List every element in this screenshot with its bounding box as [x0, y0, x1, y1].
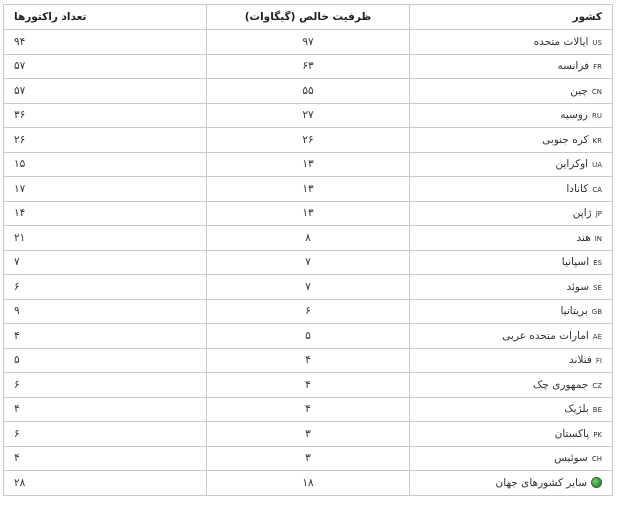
country-code: UA [592, 161, 602, 170]
reactor-count-cell: ۲۸ [4, 471, 207, 496]
country-name: اوکراین [555, 158, 589, 171]
country-code: RU [592, 112, 602, 121]
capacity-cell: ۷ [207, 275, 410, 300]
table-row [4, 54, 613, 79]
country-cell [410, 373, 613, 398]
country-cell [410, 79, 613, 104]
table-row [4, 30, 613, 55]
country-code: FR [593, 63, 602, 72]
country-name: سوئد [566, 280, 590, 293]
reactor-count-cell: ۶ [4, 422, 207, 447]
reactor-count-cell: ۳۶ [4, 103, 207, 128]
country-cell [410, 324, 613, 349]
table-row [4, 446, 613, 471]
reactor-count-cell: ۹ [4, 299, 207, 324]
country-name: کره جنوبی [542, 133, 589, 146]
table-row [4, 275, 613, 300]
reactor-count-cell: ۱۴ [4, 201, 207, 226]
country-code: CA [592, 185, 602, 194]
country-cell [410, 152, 613, 177]
country-name: پاکستان [554, 427, 590, 440]
country-name: کانادا [566, 182, 589, 195]
capacity-cell: ۳ [207, 422, 410, 447]
reactor-count-cell: ۵۷ [4, 79, 207, 104]
reactor-count-cell: ۴ [4, 446, 207, 471]
country-code: AE [592, 332, 602, 341]
country-cell [410, 177, 613, 202]
country-code: CN [591, 87, 602, 96]
country-code: US [592, 38, 602, 47]
table-row [4, 348, 613, 373]
reactor-count-cell: ۶ [4, 275, 207, 300]
capacity-cell: ۶۳ [207, 54, 410, 79]
country-cell [410, 226, 613, 251]
country-name: جمهوری چک [532, 378, 589, 391]
country-name: امارات متحده عربی [502, 329, 589, 342]
reactor-count-cell: ۷ [4, 250, 207, 275]
header-country: کشور [410, 5, 613, 30]
table-row [4, 299, 613, 324]
country-name: ایالات متحده [533, 35, 589, 48]
capacity-cell: ۲۷ [207, 103, 410, 128]
table-row [4, 79, 613, 104]
capacity-cell: ۴ [207, 348, 410, 373]
country-code: SE [593, 283, 602, 292]
country-code: BE [592, 406, 602, 415]
capacity-cell: ۱۳ [207, 152, 410, 177]
header-capacity: ظرفیت خالص (گیگاوات) [207, 5, 410, 30]
country-name: هند [576, 231, 591, 244]
country-code: JP [595, 210, 602, 219]
reactor-count-cell: ۵ [4, 348, 207, 373]
reactor-count-cell: ۵۷ [4, 54, 207, 79]
country-name: چین [570, 84, 588, 97]
table-header-row [4, 5, 613, 30]
country-cell [410, 299, 613, 324]
country-cell [410, 54, 613, 79]
capacity-cell: ۳ [207, 446, 410, 471]
country-code: CZ [592, 381, 602, 390]
table-row [4, 226, 613, 251]
country-code: FI [595, 357, 602, 366]
capacity-cell: ۵ [207, 324, 410, 349]
reactor-count-cell: ۴ [4, 397, 207, 422]
capacity-cell: ۴ [207, 373, 410, 398]
reactor-table-container [3, 4, 612, 496]
country-cell [410, 422, 613, 447]
country-cell [410, 348, 613, 373]
country-cell [410, 128, 613, 153]
reactor-count-cell: ۹۴ [4, 30, 207, 55]
country-cell [410, 471, 613, 496]
table-row [4, 177, 613, 202]
table-row [4, 128, 613, 153]
reactor-count-cell: ۱۵ [4, 152, 207, 177]
country-cell [410, 201, 613, 226]
table-row [4, 471, 613, 496]
capacity-cell: ۷ [207, 250, 410, 275]
globe-icon [591, 477, 602, 488]
capacity-cell: ۱۳ [207, 201, 410, 226]
country-name: بلژیک [564, 403, 589, 416]
table-row [4, 201, 613, 226]
reactor-count-cell: ۲۱ [4, 226, 207, 251]
country-name: سایر کشورهای جهان [495, 476, 587, 489]
capacity-cell: ۱۸ [207, 471, 410, 496]
capacity-cell: ۵۵ [207, 79, 410, 104]
country-code: GB [591, 308, 602, 317]
reactor-table [3, 4, 613, 496]
country-name: ژاپن [572, 207, 592, 220]
header-reactors: تعداد راکتورها [4, 5, 207, 30]
capacity-cell: ۸ [207, 226, 410, 251]
table-row [4, 422, 613, 447]
reactor-count-cell: ۱۷ [4, 177, 207, 202]
country-cell [410, 275, 613, 300]
reactor-count-cell: ۴ [4, 324, 207, 349]
capacity-cell: ۱۳ [207, 177, 410, 202]
country-cell [410, 250, 613, 275]
table-row [4, 373, 613, 398]
table-row [4, 152, 613, 177]
country-code: CH [591, 455, 602, 464]
table-row [4, 250, 613, 275]
country-cell [410, 446, 613, 471]
capacity-cell: ۶ [207, 299, 410, 324]
country-cell [410, 30, 613, 55]
country-cell [410, 103, 613, 128]
reactor-count-cell: ۶ [4, 373, 207, 398]
table-row [4, 103, 613, 128]
table-row [4, 324, 613, 349]
country-code: IN [594, 234, 602, 243]
capacity-cell: ۹۷ [207, 30, 410, 55]
country-code: ES [593, 259, 602, 268]
table-row [4, 397, 613, 422]
country-code: PK [593, 430, 602, 439]
country-name: بریتانیا [560, 305, 588, 318]
country-name: فرانسه [557, 60, 590, 73]
reactor-count-cell: ۲۶ [4, 128, 207, 153]
capacity-cell: ۲۶ [207, 128, 410, 153]
country-name: روسیه [560, 109, 588, 122]
country-name: سوئیس [554, 452, 588, 465]
country-cell [410, 397, 613, 422]
country-code: KR [592, 136, 602, 145]
country-name: فنلاند [569, 354, 592, 367]
capacity-cell: ۴ [207, 397, 410, 422]
country-name: اسپانیا [561, 256, 590, 269]
